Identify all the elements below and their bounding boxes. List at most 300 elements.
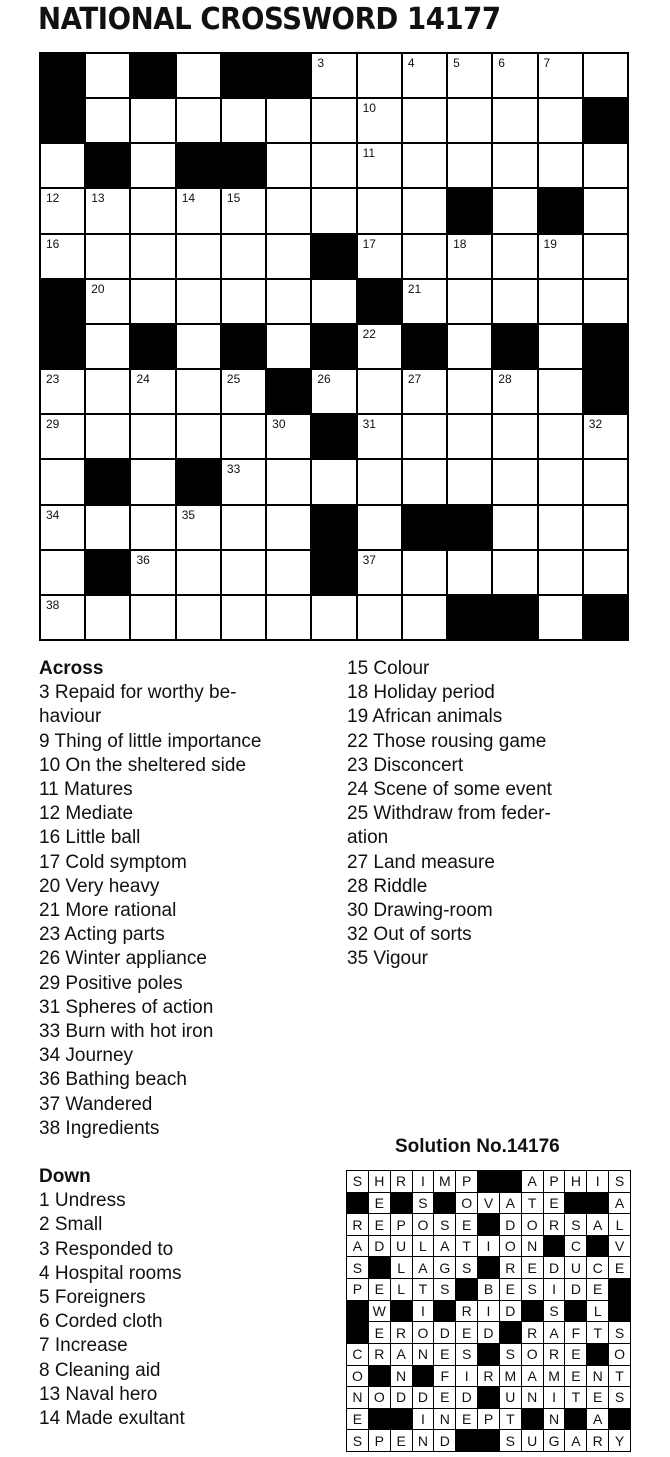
grid-block [403,506,446,549]
grid-cell[interactable] [131,144,174,187]
solution-letter: E [544,1193,565,1214]
grid-cell[interactable] [403,54,446,97]
grid-cell[interactable] [584,189,627,232]
grid-cell[interactable] [584,54,627,97]
grid-cell[interactable] [86,189,129,232]
grid-cell[interactable] [177,99,220,142]
grid-cell[interactable] [448,325,491,368]
solution-letter: O [522,1344,543,1365]
clue-line: 23 Disconcert [347,754,464,776]
grid-cell[interactable] [358,460,401,503]
grid-cell[interactable] [177,506,220,549]
solution-letter: E [369,1279,390,1300]
grid-cell[interactable] [403,144,446,187]
solution-letter: D [456,1387,477,1408]
grid-cell[interactable] [448,235,491,278]
across-clues [39,657,262,1141]
grid-cell[interactable] [86,415,129,458]
grid-block [86,551,129,594]
grid-cell[interactable] [403,415,446,458]
solution-letter: S [500,1430,521,1451]
solution-letter: A [413,1257,434,1278]
grid-cell[interactable] [358,370,401,413]
grid-cell[interactable] [358,144,401,187]
solution-block [347,1322,368,1343]
across-heading: Across [39,658,104,679]
solution-letter: R [391,1322,412,1343]
grid-cell[interactable] [584,460,627,503]
grid-cell[interactable] [222,506,265,549]
grid-cell[interactable] [358,325,401,368]
grid-cell[interactable] [222,280,265,323]
solution-block [500,1322,521,1343]
clue-number: 7 [543,56,551,70]
grid-cell[interactable] [86,280,129,323]
solution-letter: S [413,1193,434,1214]
clue-line: 10 On the sheltered side [39,754,247,776]
grid-cell[interactable] [448,54,491,97]
grid-cell[interactable] [584,415,627,458]
grid-cell[interactable] [403,370,446,413]
grid-cell[interactable] [131,415,174,458]
grid-cell[interactable] [267,144,310,187]
grid-cell[interactable] [358,415,401,458]
grid-cell[interactable] [312,460,355,503]
grid-cell[interactable] [267,99,310,142]
grid-cell[interactable] [539,415,582,458]
grid-block [267,54,310,97]
solution-letter: M [544,1366,565,1387]
grid-cell[interactable] [131,280,174,323]
grid-cell[interactable] [41,370,84,413]
clue-number: 27 [407,372,422,387]
grid-cell[interactable] [584,144,627,187]
grid-cell[interactable] [267,415,310,458]
solution-letter: D [434,1322,455,1343]
grid-cell[interactable] [222,551,265,594]
grid-cell[interactable] [177,370,220,413]
clue-number: 14 [181,191,196,206]
solution-letter: I [413,1301,434,1322]
solution-letter: E [391,1430,412,1451]
grid-cell[interactable] [539,144,582,187]
solution-block [500,1171,521,1192]
grid-cell[interactable] [41,235,84,278]
solution-block [565,1301,586,1322]
solution-letter: A [522,1171,543,1192]
solution-letter: D [544,1257,565,1278]
solution-grid [346,1170,631,1452]
grid-cell[interactable] [131,99,174,142]
grid-cell[interactable] [448,460,491,503]
grid-cell[interactable] [222,189,265,232]
grid-cell[interactable] [539,370,582,413]
clue-line: 34 Journey [39,1045,134,1067]
solution-block [369,1257,390,1278]
grid-cell[interactable] [41,460,84,503]
clue-line: 18 Holiday period [347,682,495,704]
solution-block [434,1193,455,1214]
solution-letter: A [609,1193,630,1214]
grid-block [358,280,401,323]
solution-letter: C [587,1257,608,1278]
grid-block [177,144,220,187]
grid-cell[interactable] [131,551,174,594]
clue-number: 21 [407,281,422,296]
solution-letter: P [391,1214,412,1235]
clue-line: 5 Foreigners [39,1287,146,1309]
grid-block [448,596,491,639]
grid-cell[interactable] [539,325,582,368]
grid-cell[interactable] [222,596,265,639]
solution-letter: A [587,1409,608,1430]
grid-block [86,460,129,503]
grid-cell[interactable] [86,235,129,278]
clue-number: 34 [46,507,60,522]
grid-block [539,189,582,232]
clue-number: 25 [226,372,241,387]
grid-cell[interactable] [493,189,536,232]
grid-cell[interactable] [403,551,446,594]
grid-cell[interactable] [131,506,174,549]
solution-block [478,1171,499,1192]
grid-cell[interactable] [448,415,491,458]
grid-cell[interactable] [177,280,220,323]
solution-letter: O [609,1344,630,1365]
grid-block [403,325,446,368]
grid-block [493,325,536,368]
clue-number: 10 [362,101,376,116]
grid-cell[interactable] [584,506,627,549]
clue-number: 11 [362,146,376,161]
clue-line: 16 Little ball [39,827,141,849]
solution-letter: B [478,1279,499,1300]
clue-line: 15 Colour [347,658,430,679]
solution-letter: E [456,1214,477,1235]
grid-cell[interactable] [358,54,401,97]
solution-letter: S [544,1301,565,1322]
solution-block [609,1279,630,1300]
grid-cell[interactable] [267,460,310,503]
down-clues [39,1165,185,1431]
solution-letter: N [391,1366,412,1387]
clue-number: 22 [362,326,376,341]
grid-cell[interactable] [358,189,401,232]
grid-block [584,99,627,142]
grid-cell[interactable] [131,596,174,639]
solution-letter: A [587,1214,608,1235]
grid-cell[interactable] [222,235,265,278]
grid-cell[interactable] [584,235,627,278]
clue-number: 30 [272,417,286,432]
clue-line: 33 Burn with hot iron [39,1021,214,1043]
grid-cell[interactable] [403,460,446,503]
grid-cell[interactable] [493,54,536,97]
grid-cell[interactable] [358,99,401,142]
solution-letter: L [587,1301,608,1322]
solution-letter: N [434,1409,455,1430]
grid-cell[interactable] [403,235,446,278]
solution-block [522,1409,543,1430]
solution-letter: S [500,1344,521,1365]
clue-number: 29 [46,417,60,432]
grid-cell[interactable] [86,596,129,639]
grid-cell[interactable] [493,99,536,142]
solution-letter: H [369,1171,390,1192]
solution-block [478,1257,499,1278]
solution-letter: O [413,1214,434,1235]
grid-cell[interactable] [131,189,174,232]
solution-block [565,1193,586,1214]
grid-cell[interactable] [539,506,582,549]
solution-letter: N [587,1366,608,1387]
grid-block [267,370,310,413]
grid-cell[interactable] [222,460,265,503]
grid-cell[interactable] [222,415,265,458]
clue-number: 19 [543,236,557,251]
clue-line: 17 Cold symptom [39,851,187,873]
grid-cell[interactable] [403,596,446,639]
grid-block [312,551,355,594]
grid-cell[interactable] [222,99,265,142]
solution-block [609,1409,630,1430]
solution-letter: I [478,1301,499,1322]
clue-line: 25 Withdraw from feder- [347,803,551,825]
solution-letter: T [413,1279,434,1300]
solution-letter: E [565,1344,586,1365]
solution-letter: U [565,1257,586,1278]
grid-cell[interactable] [539,54,582,97]
solution-letter: R [544,1214,565,1235]
solution-letter: U [522,1430,543,1451]
grid-cell[interactable] [177,551,220,594]
clue-line: 2 Small [39,1214,103,1236]
grid-cell[interactable] [267,596,310,639]
grid-cell[interactable] [448,551,491,594]
grid-cell[interactable] [86,506,129,549]
solution-letter: S [565,1214,586,1235]
down-clue-list [39,1189,185,1431]
grid-cell[interactable] [41,144,84,187]
grid-cell[interactable] [131,460,174,503]
clue-number: 37 [362,552,376,567]
clue-line: 4 Hospital rooms [39,1262,182,1284]
crossword-grid [39,52,629,641]
grid-cell[interactable] [448,280,491,323]
solution-letter: M [434,1171,455,1192]
grid-cell[interactable] [584,280,627,323]
grid-cell[interactable] [222,370,265,413]
solution-letter: P [369,1430,390,1451]
clue-number: 16 [46,236,60,251]
clue-line: 11 Matures [39,779,133,801]
solution-letter: E [456,1409,477,1430]
solution-letter: N [413,1344,434,1365]
grid-cell[interactable] [267,551,310,594]
solution-block [369,1366,390,1387]
grid-block [177,460,220,503]
grid-cell[interactable] [41,189,84,232]
solution-block [522,1301,543,1322]
grid-cell[interactable] [403,280,446,323]
grid-cell[interactable] [312,144,355,187]
grid-cell[interactable] [86,370,129,413]
solution-letter: R [478,1366,499,1387]
clue-line: 28 Riddle [347,875,428,897]
solution-letter: S [347,1171,368,1192]
clue-number: 31 [362,417,376,432]
grid-cell[interactable] [493,144,536,187]
grid-cell[interactable] [177,596,220,639]
solution-letter: E [587,1387,608,1408]
grid-cell[interactable] [86,99,129,142]
clue-number: 32 [588,417,603,432]
grid-cell[interactable] [448,370,491,413]
grid-block [584,325,627,368]
grid-cell[interactable] [493,370,536,413]
grid-block [584,596,627,639]
grid-cell[interactable] [358,596,401,639]
solution-letter: S [456,1344,477,1365]
grid-cell[interactable] [448,99,491,142]
grid-cell[interactable] [86,54,129,97]
solution-block [369,1409,390,1430]
grid-cell[interactable] [358,506,401,549]
grid-cell[interactable] [539,280,582,323]
solution-block [347,1193,368,1214]
grid-cell[interactable] [358,551,401,594]
solution-letter: A [500,1193,521,1214]
solution-letter: I [413,1171,434,1192]
clue-line: 21 More rational [39,900,177,922]
grid-cell[interactable] [493,551,536,594]
solution-letter: S [609,1387,630,1408]
solution-letter: N [522,1387,543,1408]
grid-cell[interactable] [267,506,310,549]
grid-cell[interactable] [448,144,491,187]
solution-block [587,1236,608,1257]
solution-letter: I [413,1409,434,1430]
solution-letter: E [456,1322,477,1343]
solution-letter: S [434,1279,455,1300]
solution-letter: S [347,1257,368,1278]
clue-number: 12 [46,191,60,206]
grid-block [584,370,627,413]
grid-cell[interactable] [493,235,536,278]
solution-letter: R [544,1344,565,1365]
solution-letter: T [456,1236,477,1257]
grid-cell[interactable] [358,235,401,278]
solution-letter: A [565,1430,586,1451]
grid-cell[interactable] [41,415,84,458]
solution-letter: A [522,1366,543,1387]
grid-cell[interactable] [403,99,446,142]
grid-cell[interactable] [267,189,310,232]
clue-number: 18 [453,236,467,251]
grid-cell[interactable] [539,235,582,278]
grid-cell[interactable] [131,235,174,278]
grid-block [312,325,355,368]
clue-number: 38 [46,597,60,612]
grid-cell[interactable] [41,506,84,549]
clue-line: 24 Scene of some event [347,779,552,801]
grid-cell[interactable] [312,370,355,413]
solution-letter: E [369,1214,390,1235]
solution-letter: M [500,1366,521,1387]
solution-letter: D [478,1322,499,1343]
grid-cell[interactable] [493,415,536,458]
solution-letter: P [456,1171,477,1192]
grid-cell[interactable] [539,99,582,142]
clue-number: 15 [226,191,241,206]
clue-number: 35 [181,507,196,522]
grid-cell[interactable] [41,551,84,594]
solution-letter: V [478,1193,499,1214]
grid-cell[interactable] [86,325,129,368]
solution-letter: W [369,1301,390,1322]
grid-cell[interactable] [493,280,536,323]
solution-letter: S [456,1257,477,1278]
grid-cell[interactable] [539,551,582,594]
solution-letter: R [500,1257,521,1278]
solution-block [456,1430,477,1451]
solution-letter: I [544,1387,565,1408]
solution-letter: S [347,1430,368,1451]
grid-cell[interactable] [312,189,355,232]
solution-letter: E [587,1279,608,1300]
grid-cell[interactable] [131,370,174,413]
grid-cell[interactable] [177,54,220,97]
grid-cell[interactable] [177,325,220,368]
grid-cell[interactable] [539,596,582,639]
clue-line: 13 Naval hero [39,1383,158,1405]
solution-letter: G [544,1430,565,1451]
grid-cell[interactable] [493,460,536,503]
clue-number: 5 [453,56,460,70]
grid-cell[interactable] [312,54,355,97]
grid-cell[interactable] [493,506,536,549]
grid-cell[interactable] [267,235,310,278]
solution-letter: O [500,1236,521,1257]
grid-cell[interactable] [41,596,84,639]
solution-letter: E [369,1322,390,1343]
solution-letter: P [544,1171,565,1192]
clue-number: 28 [498,372,512,387]
grid-cell[interactable] [267,280,310,323]
grid-cell[interactable] [539,460,582,503]
grid-cell[interactable] [177,235,220,278]
grid-cell[interactable] [177,415,220,458]
clue-number: 3 [317,56,325,70]
grid-cell[interactable] [312,99,355,142]
solution-block [391,1301,412,1322]
grid-cell[interactable] [177,189,220,232]
grid-cell[interactable] [584,551,627,594]
clue-line: haviour [39,706,102,728]
grid-cell[interactable] [403,189,446,232]
solution-letter: E [522,1257,543,1278]
solution-block [391,1409,412,1430]
grid-cell[interactable] [312,596,355,639]
grid-cell[interactable] [312,280,355,323]
grid-block [41,99,84,142]
grid-block [312,235,355,278]
solution-letter: F [565,1322,586,1343]
grid-cell[interactable] [267,325,310,368]
across-clue-list [39,681,262,1141]
clue-line: 30 Drawing-room [347,900,493,922]
solution-letter: F [434,1366,455,1387]
